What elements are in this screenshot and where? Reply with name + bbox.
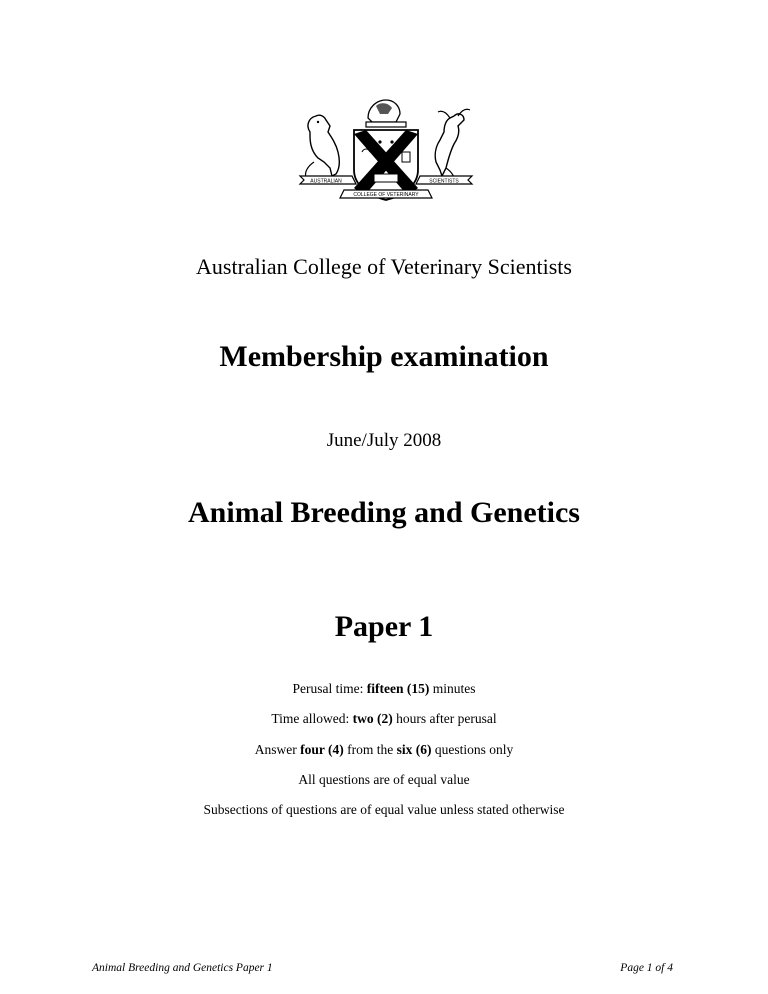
footer-page-number: Page 1 of 4	[620, 962, 673, 974]
answer-middle: from the	[343, 742, 397, 757]
crest-banner-right: SCIENTISTS	[429, 178, 459, 185]
crest-banner-bottom: COLLEGE OF VETERINARY	[353, 192, 419, 198]
perusal-time-instruction	[0, 681, 768, 697]
paper-number: Paper 1	[334, 610, 434, 643]
answer-suffix: questions only	[431, 742, 514, 757]
time-allowed-duration: two (2)	[352, 711, 393, 726]
exam-title: Membership examination	[219, 340, 549, 373]
perusal-prefix: Perusal time:	[292, 681, 367, 696]
answer-prefix: Answer	[254, 742, 301, 757]
college-crest-logo	[296, 92, 476, 208]
crest-banner-left: AUSTRALIAN	[310, 178, 342, 185]
perusal-duration: fifteen (15)	[366, 681, 430, 696]
subject-title: Animal Breeding and Genetics	[188, 496, 580, 529]
time-allowed-prefix: Time allowed:	[271, 711, 353, 726]
perusal-suffix: minutes	[429, 681, 476, 696]
subsections-instruction: Subsections of questions are of equal value unless stated otherwise	[203, 802, 565, 817]
answer-required-count: four (4)	[300, 742, 344, 757]
answer-count-instruction	[0, 742, 768, 758]
time-allowed-suffix: hours after perusal	[392, 711, 497, 726]
college-name: Australian College of Veterinary Scientists	[196, 254, 572, 279]
equal-value-instruction: All questions are of equal value	[298, 772, 470, 787]
exam-date: June/July 2008	[326, 430, 442, 451]
footer-title: Animal Breeding and Genetics Paper 1	[92, 962, 273, 974]
time-allowed-instruction	[0, 711, 768, 727]
answer-total-count: six (6)	[396, 742, 432, 757]
